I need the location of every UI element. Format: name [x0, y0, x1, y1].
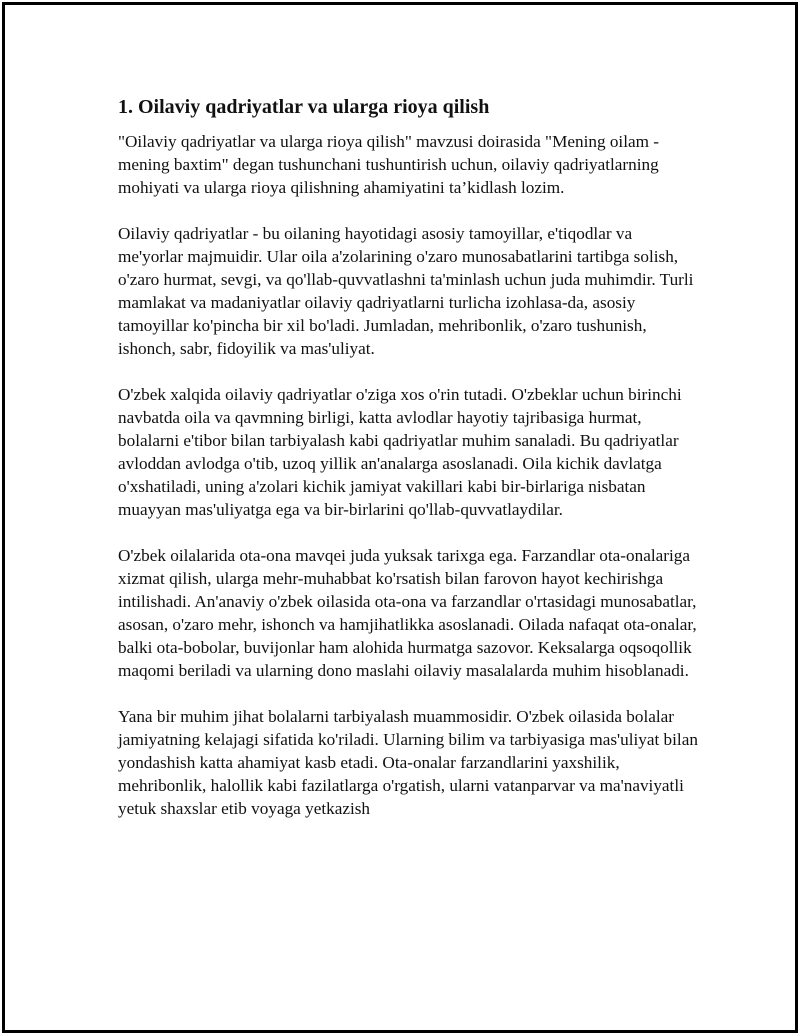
- paragraph: Oilaviy qadriyatlar - bu oilaning hayotidagi asosiy tamoyillar, e'tiqodlar va me'yorlar majmuidir. Ular oila a'zolarining o'zaro munosabatlarini tartibga solish, o'zaro hurmat, sevgi, va qo'llab-quvvatlashni ta'minlash uchun juda muhimdir. Turli mamlakat va madaniyatlar oilaviy qadriyatlarni turlicha izohlasa-da, asosiy tamoyillar ko'pincha bir xil bo'ladi. Jumladan, mehribonlik, o'zaro tushunish, ishonch, sabr, fidoyilik va mas'uliyat.: [118, 224, 694, 358]
- paragraph: O'zbek oilalarida ota-ona mavqei juda yuksak tarixga ega. Farzandlar ota-onalariga xizmat qilish, ularga mehr-muhabbat ko'rsatish bilan farovon hayot kechirishga intilishadi. An'anaviy o'zbek oilasida ota-ona va farzandlar o'rtasidagi munosabatlar, asosan, o'zaro mehr, ishonch va hamjihatlikka asoslanadi. Oilada nafaqat ota-onalar, balki ota-bobolar, buvijonlar ham alohida hurmatga sazovor. Keksalarga oqsoqollik maqomi beriladi va ularning dono maslahi oilaviy masalalarda muhim hisoblanadi.: [118, 546, 697, 680]
- paragraph: "Oilaviy qadriyatlar va ularga rioya qilish" mavzusi doirasida "Mening oilam - mening baxtim" degan tushunchani tushuntirish uchun, oilaviy qadriyatlarning mohiyati va ularga rioya qilishning ahamiyatini ta’kidlash lozim.: [118, 132, 659, 197]
- paragraph: Yana bir muhim jihat bolalarni tarbiyalash muammosidir. O'zbek oilasida bolalar jamiyatning kelajagi sifatida ko'riladi. Ularning bilim va tarbiyasiga mas'uliyat bilan yondashish katta ahamiyat kasb etadi. Ota-onalar farzandlarini yaxshilik, mehribonlik, halollik kabi fazilatlarga o'rgatish, ularni vatanparvar va ma'naviyatli yetuk shaxslar etib voyaga yetkazish: [118, 707, 698, 818]
- paragraph: O'zbek xalqida oilaviy qadriyatlar o'ziga xos o'rin tutadi. O'zbeklar uchun birinchi navbatda oila va qavmning birligi, katta avlodlar hayotiy tajribasiga hurmat, bolalarni e'tibor bilan tarbiyalash kabi qadriyatlar muhim sanaladi. Bu qadriyatlar avloddan avlodga o'tib, uzoq yillik an'analarga asoslanadi. Oila kichik davlatga o'xshatiladi, uning a'zolari kichik jamiyat vakillari kabi bir-birlariga nisbatan muayyan mas'uliyatga ega va bir-birlarini qo'llab-quvvatlaydilar.: [118, 385, 682, 519]
- document-body: [118, 94, 698, 843]
- section-title: 1. Oilaviy qadriyatlar va ularga rioya qilish: [118, 96, 490, 118]
